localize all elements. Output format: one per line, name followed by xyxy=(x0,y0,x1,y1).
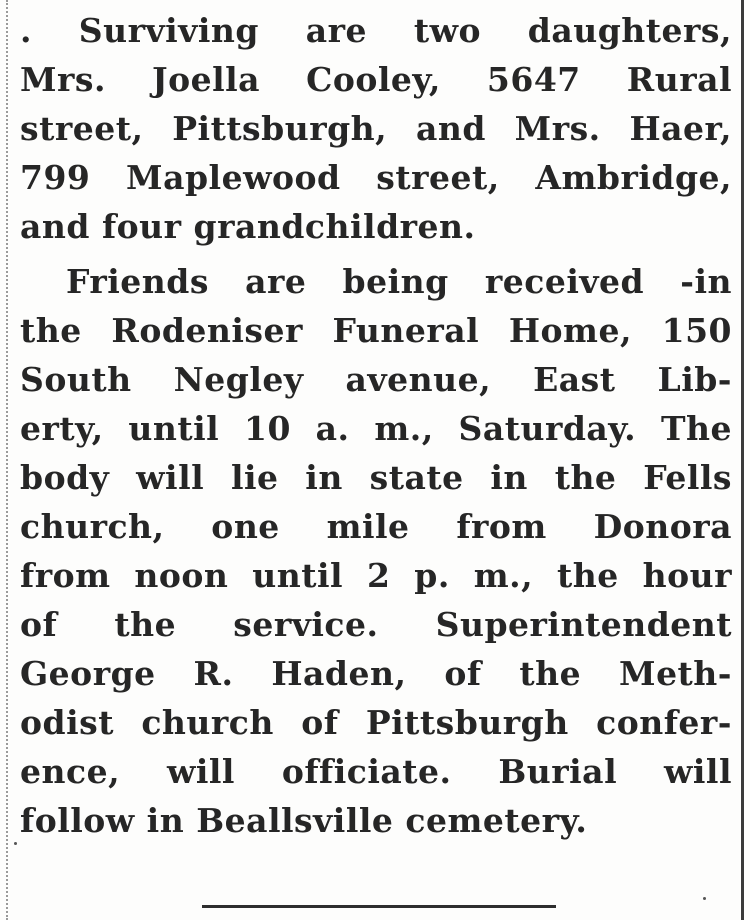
text-line: the Rodeniser Funeral Home, 150 xyxy=(20,311,732,350)
right-column-rule xyxy=(741,0,744,920)
closing-rule xyxy=(202,905,556,908)
text-line: . Surviving are two daughters, xyxy=(20,11,732,50)
text-line: church, one mile from Donora xyxy=(20,507,732,546)
article-column xyxy=(20,6,732,845)
text-line: body will lie in state in the Fells xyxy=(20,458,732,497)
text-line: Friends are being received -in xyxy=(66,262,732,301)
text-line: from noon until 2 p. m., the hour xyxy=(20,556,732,595)
text-line: ence, will officiate. Burial will xyxy=(20,752,732,791)
text-line: street, Pittsburgh, and Mrs. Haer, xyxy=(20,109,732,148)
text-line: 799 Maplewood street, Ambridge, xyxy=(20,158,732,197)
paragraph-services xyxy=(20,257,732,845)
scan-speck xyxy=(703,897,706,900)
left-scan-edge xyxy=(6,0,8,920)
text-line: Mrs. Joella Cooley, 5647 Rural xyxy=(20,60,732,99)
text-line: and four grandchildren. xyxy=(20,207,476,246)
text-line: of the service. Superintendent xyxy=(20,605,732,644)
text-line: odist church of Pittsburgh confer- xyxy=(20,703,732,742)
text-line: erty, until 10 a. m., Saturday. The xyxy=(20,409,732,448)
text-line: George R. Haden, of the Meth- xyxy=(20,654,732,693)
text-line: follow in Beallsville cemetery. xyxy=(20,801,588,840)
scan-speck xyxy=(14,842,17,845)
paragraph-survivors xyxy=(20,6,732,251)
text-line: South Negley avenue, East Lib- xyxy=(20,360,732,399)
